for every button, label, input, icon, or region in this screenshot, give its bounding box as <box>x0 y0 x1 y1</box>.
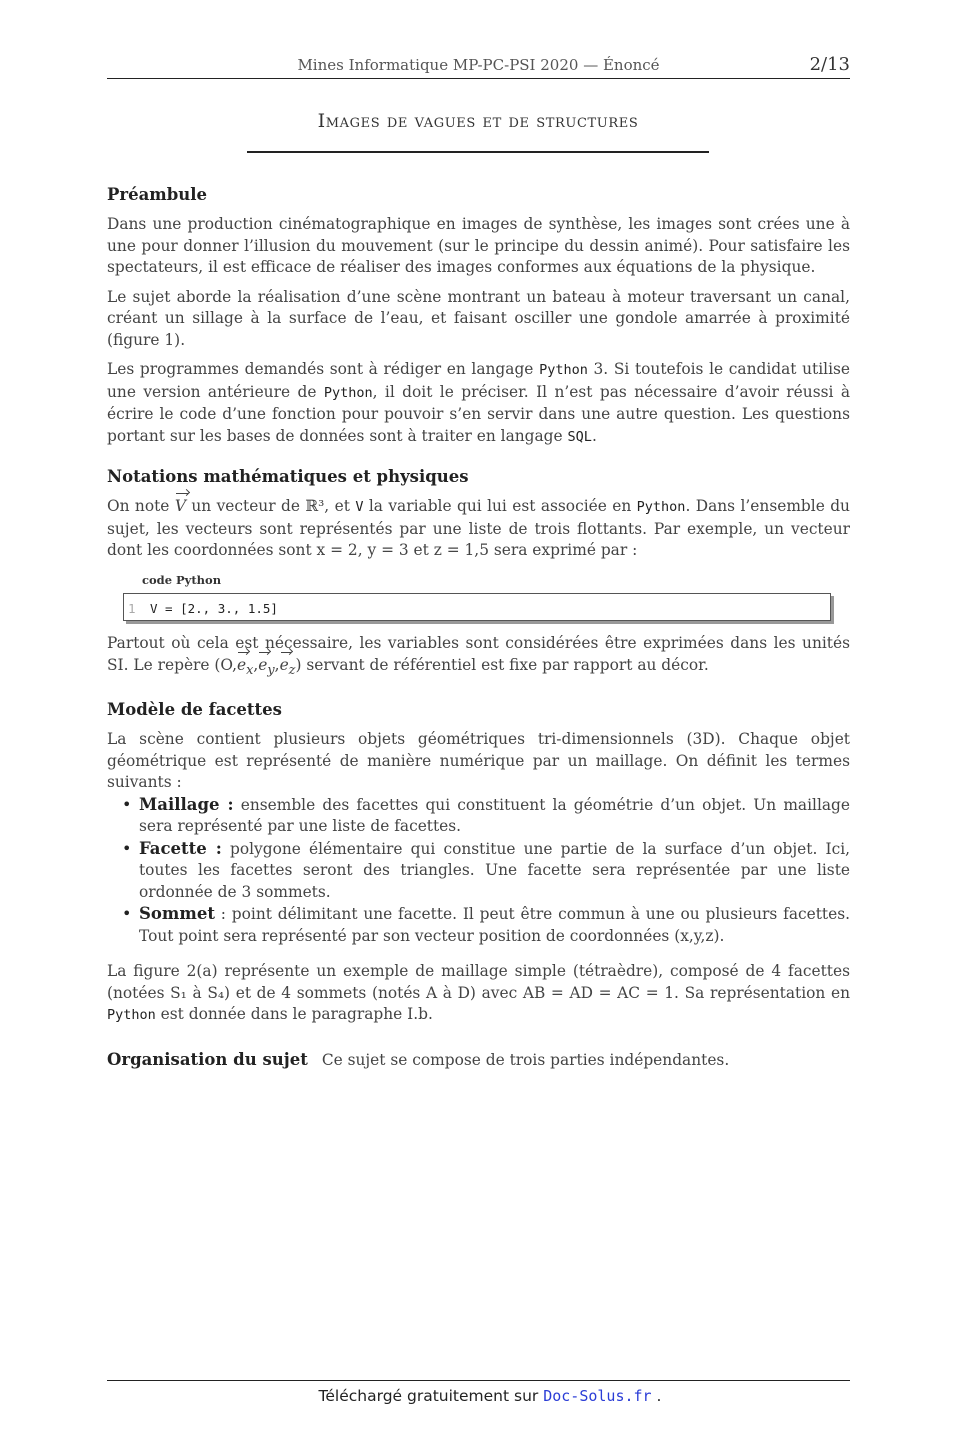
paragraph: Le sujet aborde la réalisation d’une scène montrant un bateau à moteur traversant un canal, créant un sillage à la surface de l’eau, et faisant osciller une gondole amarrée à proximité (figure 1). <box>107 287 850 349</box>
paragraph: La scène contient plusieurs objets géométriques tri-dimensionnels (3D). Chaque objet géométrique est représenté de manière numérique par un maillage. On définit les termes suivants : <box>107 730 850 792</box>
document-body <box>107 184 850 1079</box>
inline-code: V <box>355 499 364 515</box>
paragraph <box>107 961 850 1027</box>
inline-code: Python <box>636 499 686 515</box>
inline-code: SQL <box>567 428 592 445</box>
code-line: V = [2., 3., 1.5] <box>150 601 278 616</box>
inline-code: Python <box>323 384 373 401</box>
vector-ex: e <box>237 655 246 677</box>
code-line-number: 1 <box>128 601 136 616</box>
text-run: Partout où cela est nécessaire, les variables sont considérées être exprimées dans les unités SI. Le repère (O, <box>107 634 850 674</box>
list-item <box>139 838 850 904</box>
section-heading-facettes: Modèle de facettes <box>107 700 282 720</box>
section-heading-notations: Notations mathématiques et physiques <box>107 467 469 486</box>
text-run: . Dans l’ensemble du sujet, les vecteurs sont représentés par une liste de trois flottants. Par exemple, un vecteur dont les coordonnées sont x = 2, y = 3 et z = 1,5 sera exprimé par : <box>107 497 850 559</box>
vector-ey: e <box>258 655 267 677</box>
paragraph <box>107 496 850 562</box>
text-run: un vecteur de ℝ³, et <box>185 497 356 515</box>
text-run: Les programmes demandés sont à rédiger en langage <box>107 360 540 378</box>
document-title: Images de vagues et de structures <box>317 110 639 132</box>
text-run: 3. Si toutefois le candidat utilise une version antérieure de <box>107 360 850 401</box>
term: Sommet <box>139 904 215 924</box>
footer-end: . <box>651 1387 662 1405</box>
code-block-label: code Python <box>142 572 222 587</box>
inline-code: Python <box>539 362 588 378</box>
organisation-label: Organisation du sujet <box>107 1049 308 1069</box>
paragraph <box>107 633 850 681</box>
definition-list <box>107 794 850 948</box>
term: Maillage : <box>139 794 234 814</box>
header-title: Mines Informatique MP-PC-PSI 2020 — Énoncé <box>297 56 660 74</box>
page-number: 2/13 <box>809 54 850 75</box>
definition-text: : point délimitant une facette. Il peut être commun à une ou plusieurs facettes. Tout point sera représenté par son vecteur position de coordonnées (x,y,z). <box>139 905 850 945</box>
inline-code: Python <box>107 1007 156 1024</box>
text-run: La figure 2(a) représente un exemple de maillage simple (tétraèdre), composé de 4 facettes (notées S₁ à S₄) et de 4 sommets (notés A à D) avec AB = AD = AC = 1. Sa représentation en <box>107 962 850 1002</box>
definition-text: polygone élémentaire qui constitue une partie de la surface d’un objet. Ici, toutes les facettes seront des triangles. Une facette sera représentée par une liste ordonnée de 3 sommets. <box>139 839 851 901</box>
text-run: , <box>274 655 280 674</box>
text-run: , <box>253 655 259 674</box>
text-run: . <box>591 426 597 445</box>
text-run: ) servant de référentiel est fixe par rapport au décor. <box>295 655 709 674</box>
subscript: y <box>267 662 275 678</box>
page-footer <box>0 1387 980 1405</box>
footer-rule <box>107 1380 850 1381</box>
paragraph <box>107 359 850 448</box>
footer-text: Téléchargé gratuitement sur <box>318 1387 544 1405</box>
section-heading-preambule: Préambule <box>107 185 208 204</box>
list-item <box>139 794 850 838</box>
page-header <box>107 54 850 79</box>
text-run: On note <box>107 497 175 515</box>
vector-symbol: V <box>175 496 186 518</box>
vector-ez: e <box>280 655 289 677</box>
organisation-paragraph <box>107 1049 850 1072</box>
subscript: z <box>288 662 296 678</box>
code-block <box>123 593 831 621</box>
term: Facette : <box>139 838 222 858</box>
text-run: est donnée dans le paragraphe I.b. <box>155 1005 433 1024</box>
organisation-text: Ce sujet se compose de trois parties indépendantes. <box>321 1050 730 1069</box>
text-run: , il doit le préciser. Il n’est pas nécessaire d’avoir réussi à écrire le code d’une fonction pour pouvoir s’en servir dans une autre question. Les questions portant sur les bases de données sont à traiter en langage <box>107 382 850 445</box>
footer-link[interactable]: Doc-Solus.fr <box>543 1387 652 1405</box>
text-run: la variable qui lui est associée en <box>363 497 637 515</box>
definition-text: ensemble des facettes qui constituent la géométrie d’un objet. Un maillage sera représenté par une liste de facettes. <box>139 795 850 836</box>
subscript: x <box>246 662 254 678</box>
list-item <box>139 903 850 947</box>
title-rule <box>247 151 709 153</box>
paragraph: Dans une production cinématographique en images de synthèse, les images sont crées une à une pour donner l’illusion du mouvement (sur le principe du dessin animé). Pour satisfaire les spectateurs, il est efficace de réaliser des images conformes aux équations de la physique. <box>107 215 850 276</box>
